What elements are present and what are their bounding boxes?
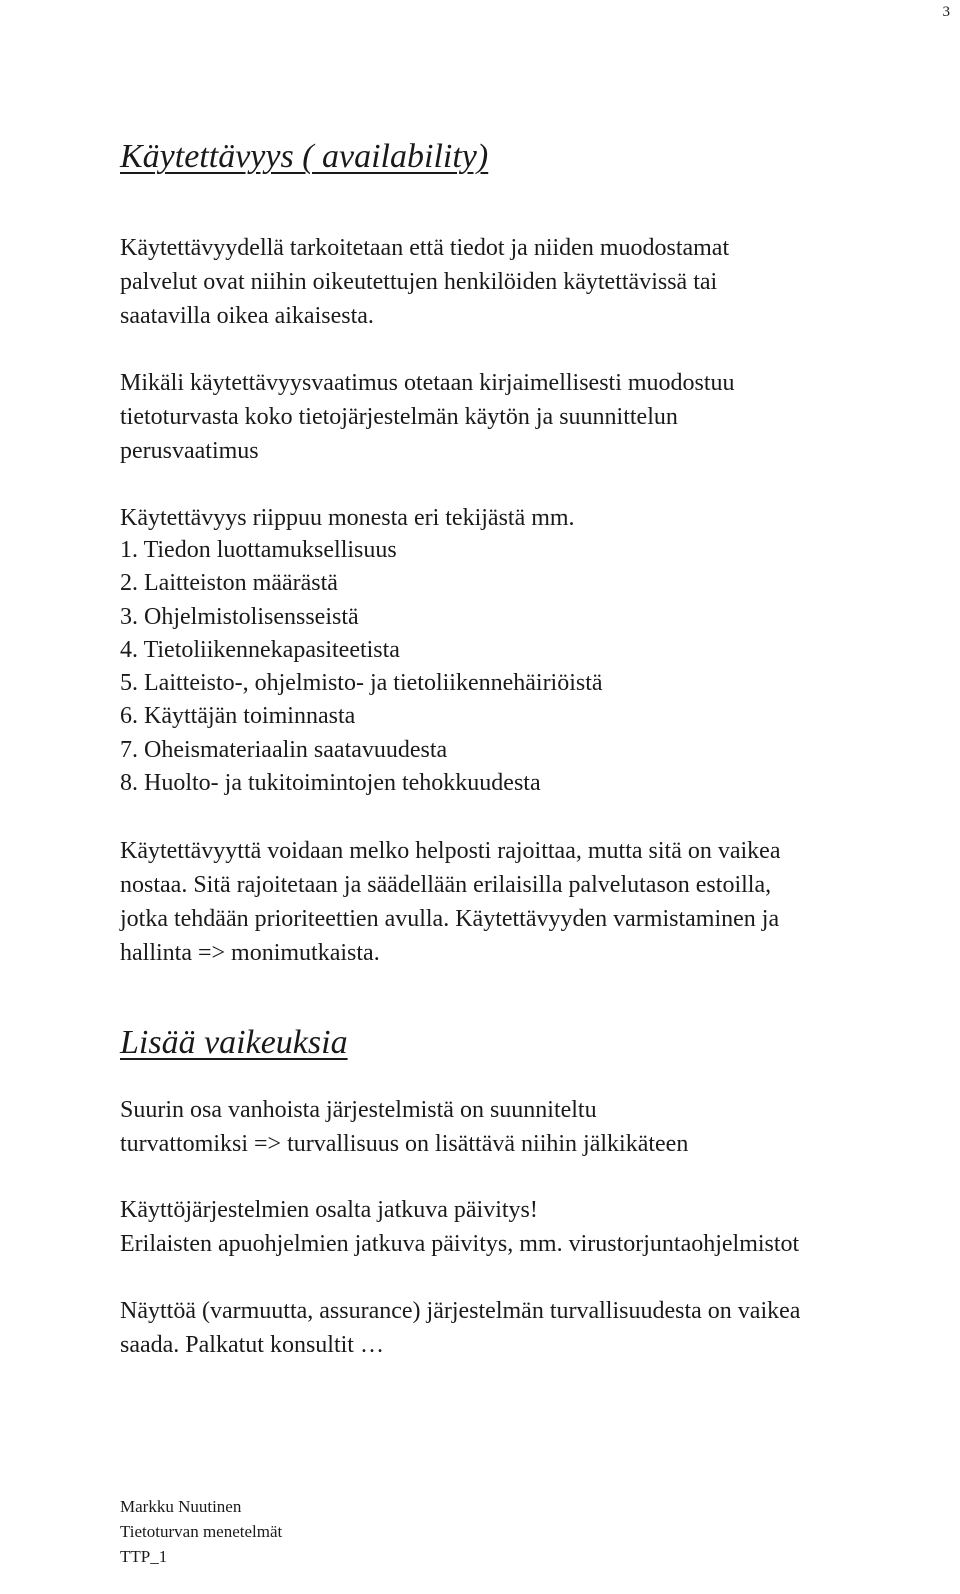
paragraph-definition — [120, 231, 729, 333]
list-item: 1. Tiedon luottamuksellisuus — [120, 537, 397, 563]
paragraph-updates — [120, 1193, 799, 1261]
text-line: saatavilla oikea aikaisesta. — [120, 303, 374, 329]
paragraph-limitations — [120, 834, 780, 970]
text-line: Käytettävyydellä tarkoitetaan että tiedot ja niiden muodostamat — [120, 235, 730, 261]
text-line: Käytettävyyttä voidaan melko helposti rajoittaa, mutta sitä on vaikea — [120, 838, 781, 864]
text-line: Erilaisten apuohjelmien jatkuva päivitys, mm. virustorjuntaohjelmistot — [120, 1231, 800, 1257]
section-heading-difficulties: Lisää vaikeuksia — [120, 1024, 348, 1061]
paragraph-requirement — [120, 366, 735, 468]
list-item: 5. Laitteisto-, ohjelmisto- ja tietoliikennehäiriöistä — [120, 670, 603, 697]
text-line: Mikäli käytettävyysvaatimus otetaan kirjaimellisesti muodostuu — [120, 370, 735, 396]
text-line: saada. Palkatut konsultit … — [120, 1332, 384, 1358]
text-line: Näyttöä (varmuutta, assurance) järjestelmän turvallisuudesta on vaikea — [120, 1298, 801, 1324]
list-item: 4. Tietoliikennekapasiteetista — [120, 636, 400, 663]
list-item: 7. Oheismateriaalin saatavuudesta — [120, 736, 448, 763]
list-item: 6. Käyttäjän toiminnasta — [120, 703, 356, 730]
footer-author: Markku Nuutinen — [120, 1497, 242, 1516]
footer-code: TTP_1 — [120, 1547, 168, 1566]
footer-course: Tietoturvan menetelmät — [120, 1522, 283, 1541]
text-line: Suurin osa vanhoista järjestelmistä on suunniteltu — [120, 1097, 597, 1123]
page-number: 3 — [942, 4, 950, 20]
factors-list — [120, 534, 603, 800]
section-heading-availability: Käytettävyys ( availability) — [120, 138, 489, 175]
text-line: hallinta => monimutkaista. — [120, 940, 380, 966]
text-line: perusvaatimus — [120, 438, 259, 464]
text-line: jotka tehdään prioriteettien avulla. Käytettävyyden varmistaminen ja — [120, 906, 780, 932]
text-line: turvattomiksi => turvallisuus on lisättävä niihin jälkikäteen — [120, 1131, 689, 1157]
page-footer — [120, 1494, 282, 1569]
list-item: 2. Laitteiston määrästä — [120, 570, 338, 597]
text-line: tietoturvasta koko tietojärjestelmän käytön ja suunnittelun — [120, 404, 678, 430]
list-item: 8. Huolto- ja tukitoimintojen tehokkuudesta — [120, 770, 541, 797]
list-item: 3. Ohjelmistolisensseistä — [120, 603, 359, 630]
text-line: palvelut ovat niihin oikeutettujen henkilöiden käytettävissä tai — [120, 269, 718, 295]
paragraph-assurance — [120, 1294, 800, 1362]
text-line: nostaa. Sitä rajoitetaan ja säädellään erilaisilla palvelutason estoilla, — [120, 872, 772, 898]
text-line: Käyttöjärjestelmien osalta jatkuva päivitys! — [120, 1197, 538, 1223]
paragraph-legacy-systems — [120, 1093, 688, 1161]
list-intro: Käytettävyys riippuu monesta eri tekijästä mm. — [120, 505, 575, 531]
